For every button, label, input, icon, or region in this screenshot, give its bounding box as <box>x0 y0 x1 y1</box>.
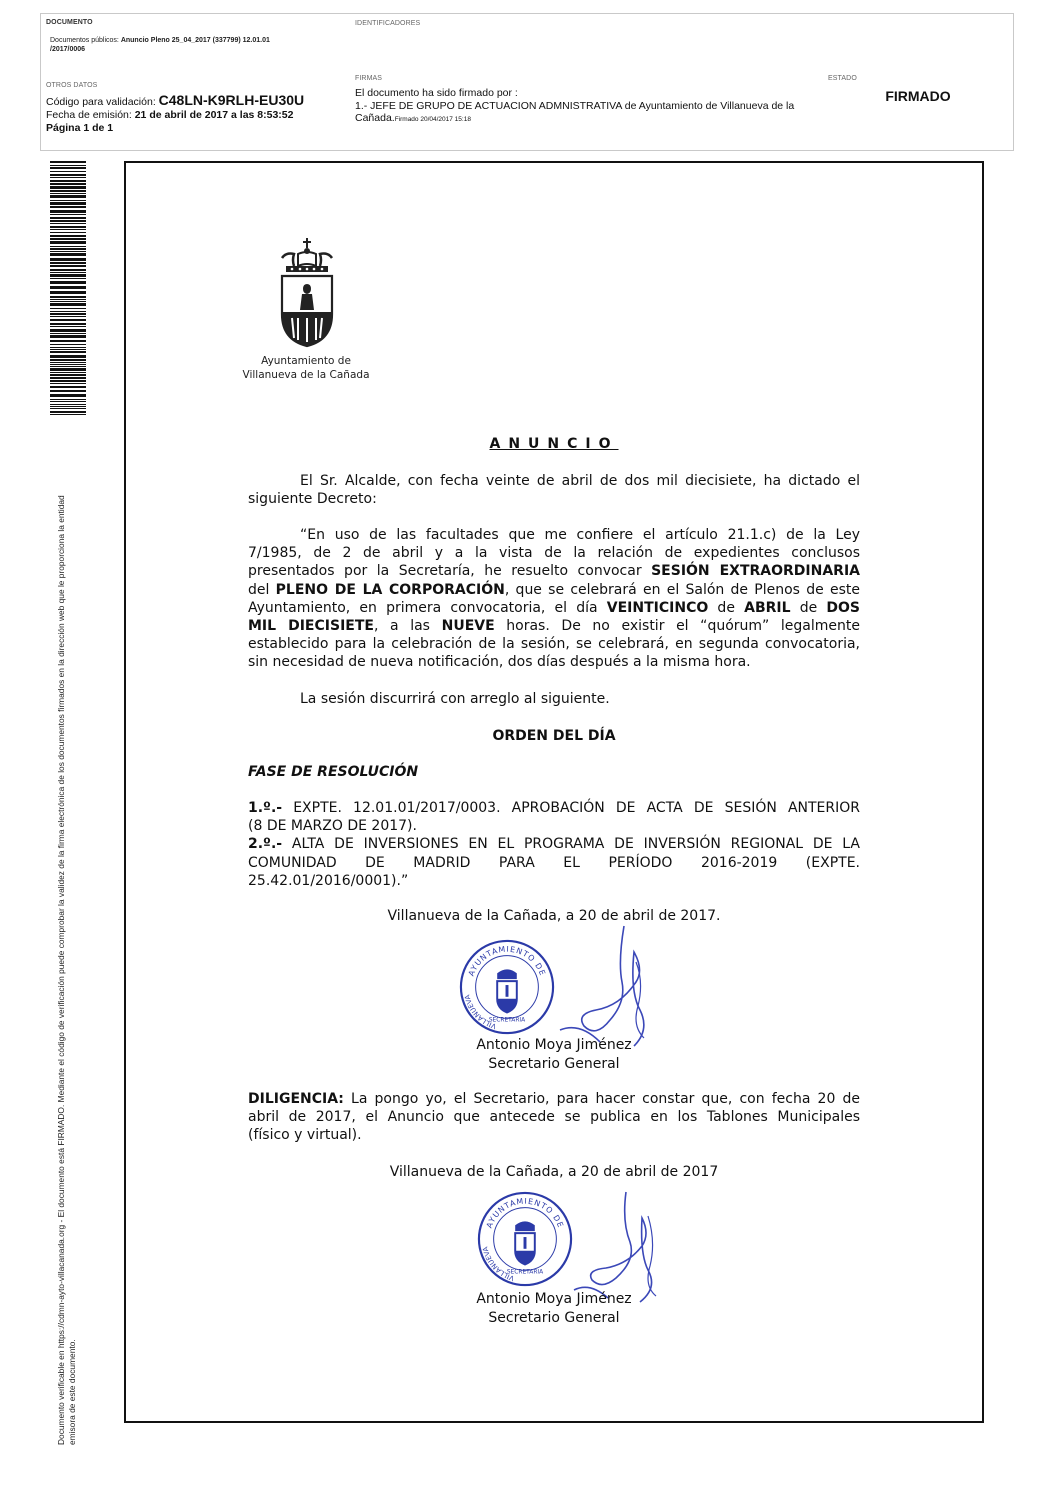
firmas-cell <box>349 70 823 150</box>
session-paragraph: La sesión discurrirá con arreglo al siguiente. <box>300 691 610 707</box>
agenda-title: ORDEN DEL DÍA <box>492 728 616 744</box>
signed-date: Firmado 20/04/2017 15:18 <box>394 116 471 123</box>
signer-role: Secretario General <box>488 1309 620 1326</box>
stamp-top-text: AYUNTAMIENTO DE <box>484 1196 566 1230</box>
place-date-2: Villanueva de la Cañada, a 20 de abril de 2017 <box>389 1164 719 1180</box>
verification-side-text: Documento verificable en https://cdmn-ayto-villacanada.org - El documento está FIRMADO. Mediante el código de verificación puede comprobar la validez de la firma electrónica de los documentos firmados en la dirección web que le proporciona la entidad emisora de este documento. <box>56 495 77 1445</box>
validation-code-line: Código para validación: C48LN-K9RLH-EU30U <box>46 92 305 108</box>
document-title: ANUNCIO <box>489 436 619 452</box>
estado-value: FIRMADO <box>885 88 951 104</box>
logo-caption: Ayuntamiento de Villanueva de la Cañada <box>242 355 370 381</box>
signer-block-1 <box>454 1036 654 1073</box>
firmas-label: FIRMAS <box>355 75 383 82</box>
stamp-side-text: VILLANUEVA <box>463 993 498 1031</box>
documento-label: DOCUMENTO <box>46 19 93 26</box>
identificadores-cell <box>349 14 1013 70</box>
emission-date-line: Fecha de emisión: 21 de abril de 2017 a las 8:53:52 <box>46 109 294 121</box>
intro-paragraph: El Sr. Alcalde, con fecha veinte de abril de dos mil diecisiete, ha dictado el siguiente Decreto: <box>248 473 860 508</box>
stamp-bottom-text: SECRETARIA <box>506 1269 544 1276</box>
decree-paragraph: “En uso de las facultades que me confiere el artículo 21.1.c) de la Ley 7/1985, de 2 de abril y a la vista de la relación de expedientes conclusos presentados por la Secretaría, he resuelto convocar SESIÓN EXTRAORDINARIA del PLENO DE LA CORPORACIÓN, que se celebrará en el Salón de Plenos de este Ayuntamiento, en primera convocatoria, el día VEINTICINCO de ABRIL de DOS MIL DIECISIETE, a las NUEVE horas. De no existir el “quórum” legalmente establecido para la celebración de la sesión, se celebrará, en segunda convocatoria, sin necesidad de nueva notificación, dos días después a la misma hora. <box>248 527 860 671</box>
stamp-top-text: AYUNTAMIENTO DE <box>466 944 548 978</box>
phase-heading: FASE DE RESOLUCIÓN <box>248 764 419 780</box>
signer-name: Antonio Moya Jiménez <box>476 1291 632 1307</box>
documento-cell <box>41 14 349 70</box>
stamp-side-text: VILLANUEVA <box>481 1245 516 1283</box>
otros-datos-label: OTROS DATOS <box>46 82 98 89</box>
diligencia-paragraph: DILIGENCIA: La pongo yo, el Secretario, para hacer constar que, con fecha 20 de abril de 2017, el Anuncio que antecede se publica en los Tablones Municipales (físico y virtual). <box>248 1091 860 1144</box>
signer-block-2 <box>454 1290 654 1327</box>
validation-code: C48LN-K9RLH-EU30U <box>158 92 305 108</box>
otros-datos-cell <box>41 70 349 150</box>
barcode-image <box>50 161 86 415</box>
estado-label: ESTADO <box>828 75 857 82</box>
coat-of-arms-logo <box>272 236 342 356</box>
identificadores-label: IDENTIFICADORES <box>355 20 421 27</box>
agenda-item-1: 1.º.- EXPTE. 12.01.01/2017/0003. APROBACIÓN DE ACTA DE SESIÓN ANTERIOR <box>248 800 860 816</box>
signature-header-table <box>40 13 1014 151</box>
agenda-items: 1.º.- EXPTE. 12.01.01/2017/0003. APROBACIÓN DE ACTA DE SESIÓN ANTERIOR (8 DE MARZO DE 2017). 2.º.- ALTA DE INVERSIONES EN EL PROGRAMA DE INVERSIÓN REGIONAL DE LA COMUNIDAD DE MADRID PARA EL PERÍODO 2016-2019 (EXPTE. 25.42.01/2016/0001).” <box>248 800 860 889</box>
stamp-bottom-text: SECRETARIA <box>488 1017 526 1024</box>
place-date-1: Villanueva de la Cañada, a 20 de abril de 2017. <box>387 908 721 924</box>
signer-role: Secretario General <box>488 1055 620 1072</box>
agenda-item-2: 2.º.- ALTA DE INVERSIONES EN EL PROGRAMA DE INVERSIÓN REGIONAL DE LA <box>248 836 860 853</box>
page-number: Página 1 de 1 <box>46 122 114 134</box>
firmas-text: El documento ha sido firmado por : 1.- JEFE DE GRUPO DE ACTUACION ADMNISTRATIVA de Ayuntamiento de Villanueva de la Cañada.Firmado 20/04/2017 15:18 <box>355 87 795 124</box>
documento-value: Documentos públicos: Anuncio Pleno 25_04_2017 (337799) 12.01.01 /2017/0006 <box>50 37 270 53</box>
signer-name: Antonio Moya Jiménez <box>476 1037 632 1053</box>
estado-cell <box>823 70 1013 150</box>
